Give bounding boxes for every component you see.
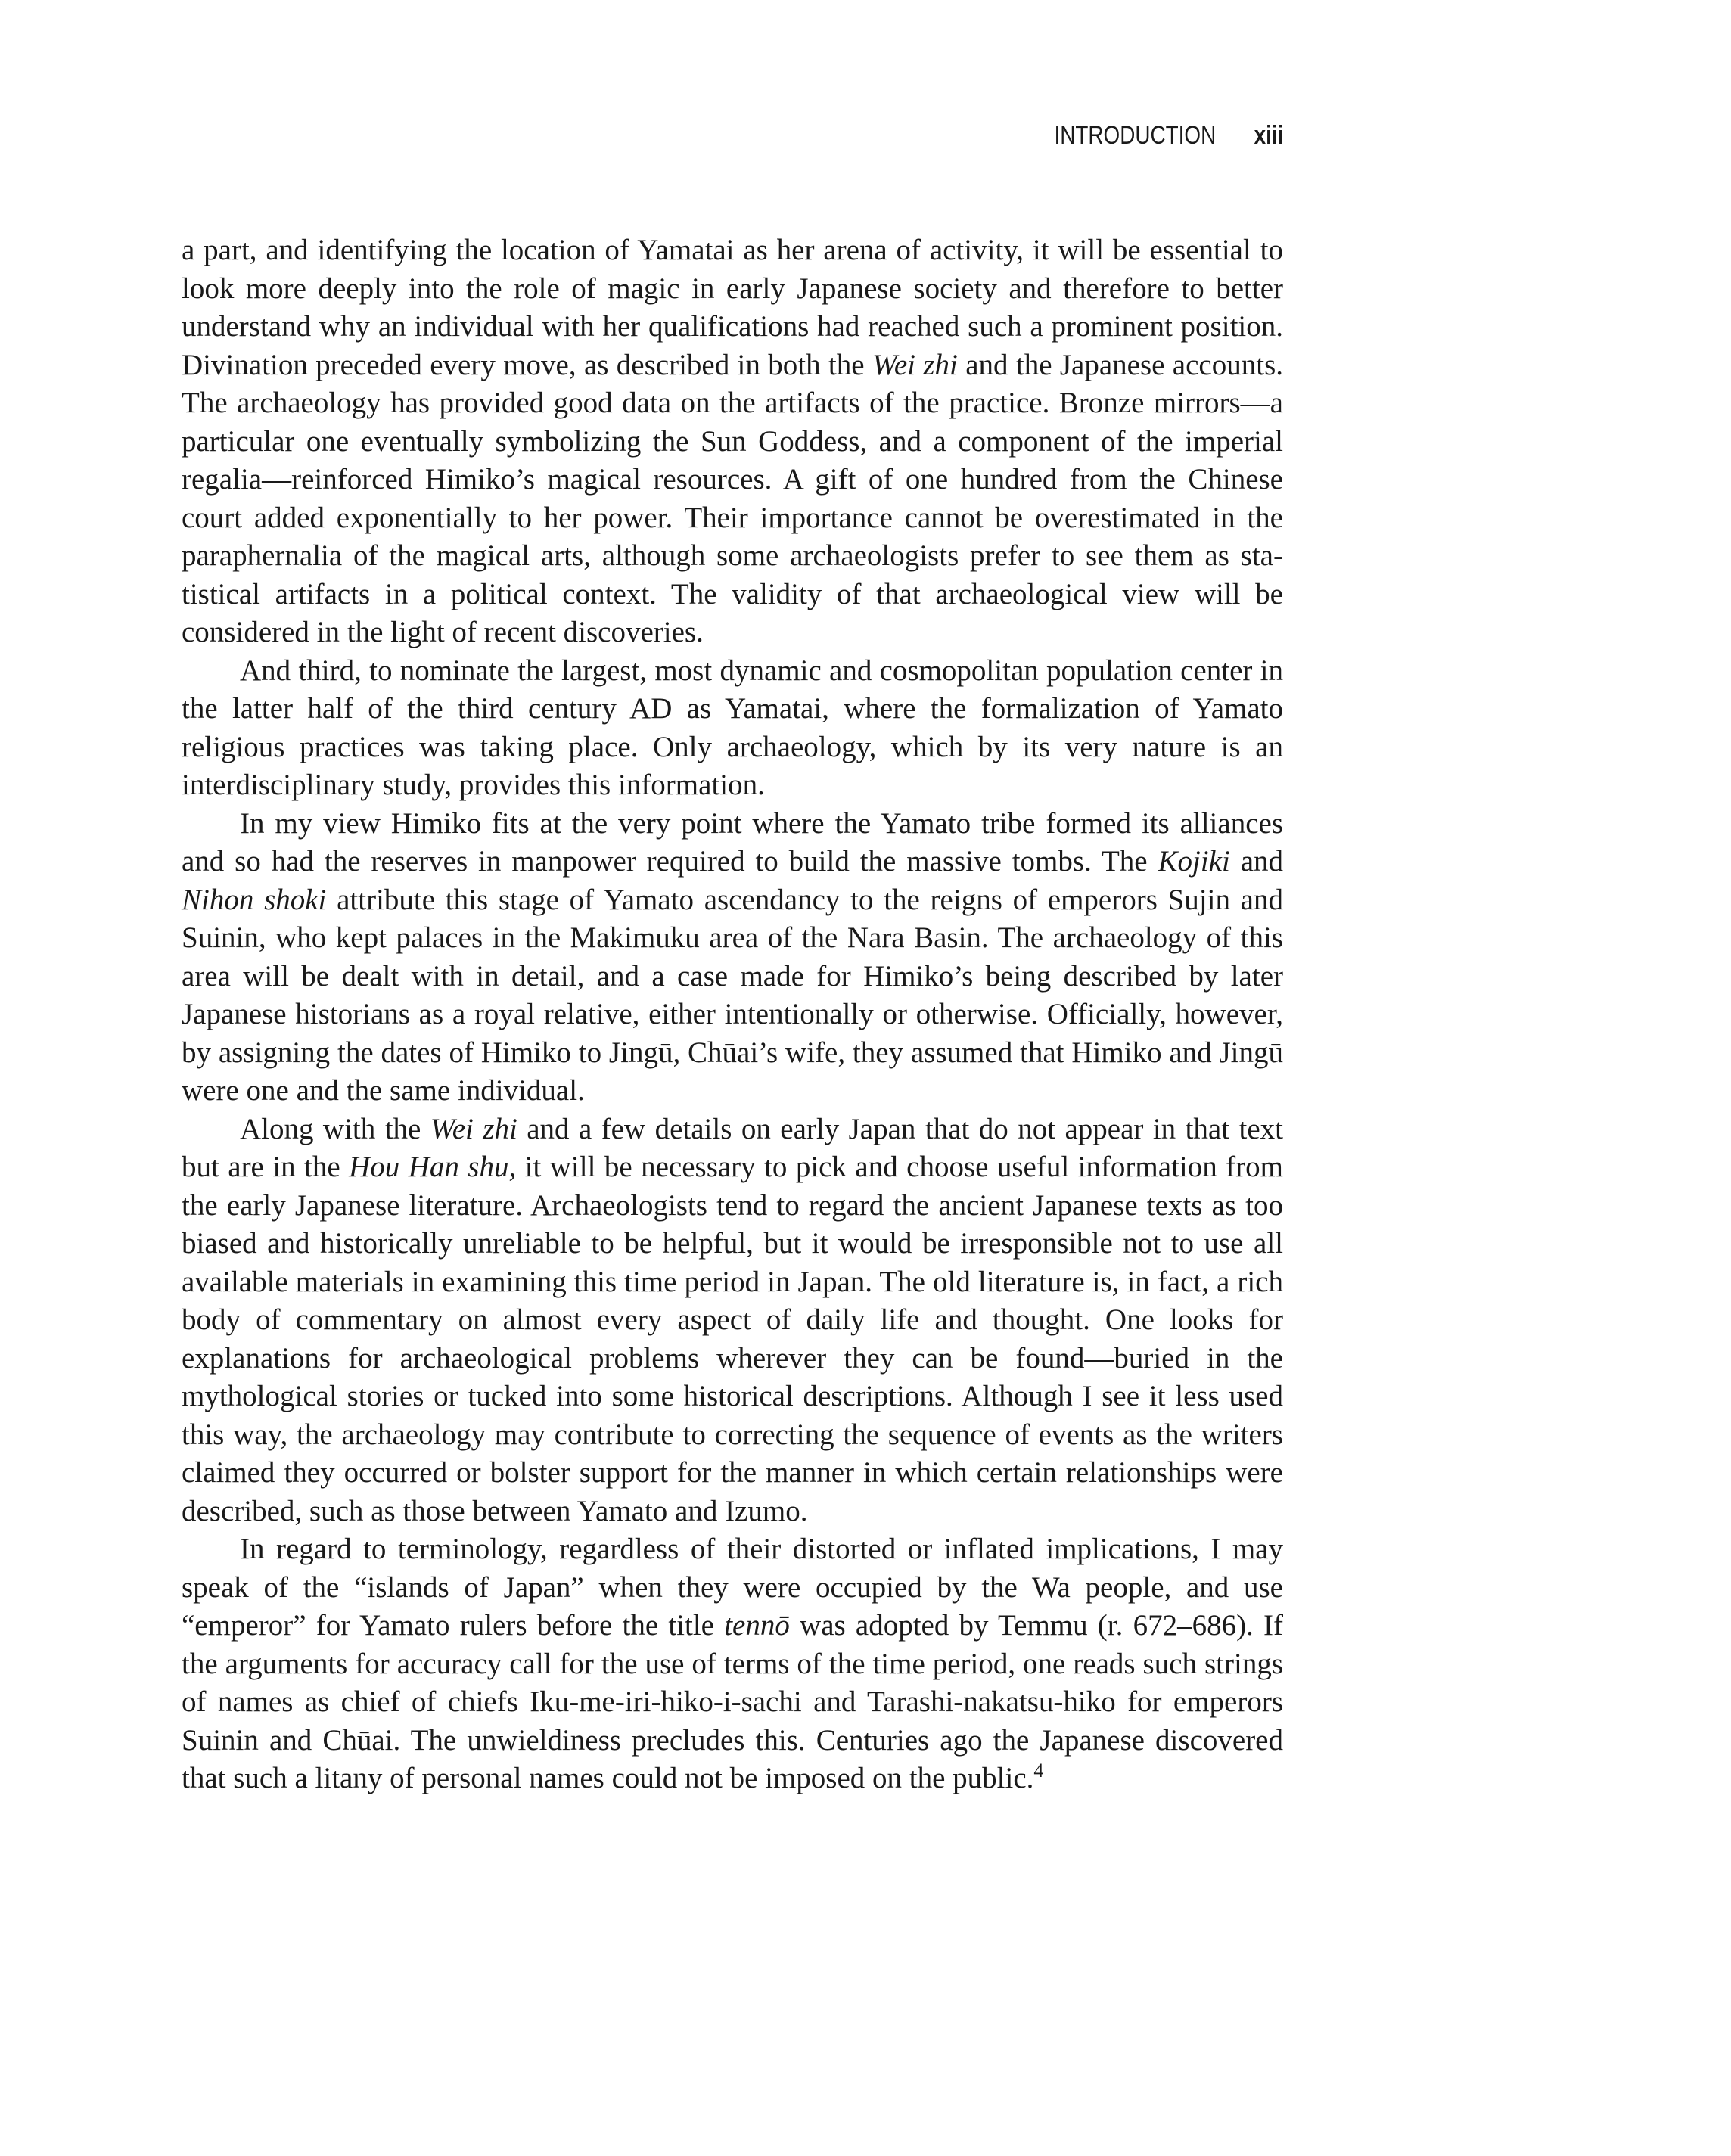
paragraph-5: [182, 1530, 1283, 1798]
page-number: xiii: [1254, 121, 1283, 150]
text-run: attribute this stage of Yamato ascendancy to the reigns of emperors Sujin and Suinin, who kept palaces in the Makimuku area of the Nara Basin. The archaeology of this area will be dealt with in detail, and a case made for Himiko’s being described by later Japanese historians as a royal relative, either intentionally or otherwise. Officially, however, by assigning the dates of Himiko to Jingū, Chūai’s wife, they assumed that Himiko and Jingū were one and the same individual.: [182, 883, 1283, 1107]
text-run: and a few details on early Japan that do not appear in that text but are in the: [182, 1112, 1283, 1183]
text-run: and: [1229, 845, 1284, 878]
text-run: was adopted by Temmu (r. 672–686). If the arguments for accuracy call for the use of terms of the time period, one reads such strings of names as chief of chiefs Iku-me-iri-hiko-i-sachi and Tarashi-nakatsu-hiko for emperors Suinin and Chūai. The unwieldiness precludes this. Centuries ago the Japanese discovered that such a litany of personal names could not be imposed on the public.: [182, 1609, 1283, 1794]
text-run: and the Japanese accounts. The archaeology has provided good data on the artifacts of the practice. Bronze mirrors—a particular one eventually symbolizing the Sun Goddess, and a component of the imperial regalia—reinforced Himiko’s magical resources. A gift of one hundred from the Chinese court added exponentially to her power. Their importance cannot be overestimated in the paraphernalia of the magical arts, although some archaeologists prefer to see them as statistical artifacts in a political context. The validity of that archaeological view will be considered in the light of recent discoveries.: [182, 348, 1283, 648]
italic-title: Nihon shoki: [182, 883, 327, 916]
paragraph-3: [182, 805, 1283, 1111]
section-title: INTRODUCTION: [1054, 121, 1216, 150]
text-run: In my view Himiko fits at the very point where the Yamato tribe formed its alliances and so had the reserves in manpower required to build the massive tombs. The: [182, 806, 1283, 878]
running-head: [1054, 121, 1283, 151]
text-run: And third, to nominate the largest, most dynamic and cosmopolitan population center in the latter half of the third century AD as Yamatai, where the formalization of Yamato religious practices was taking place. Only archaeology, which by its very nature is an interdisciplinary study, provides this information.: [182, 654, 1283, 801]
paragraph-4: [182, 1111, 1283, 1531]
text-run: it will be necessary to pick and choose useful information from the early Japanese literature. Archaeologists tend to regard the ancient Japanese texts as too biased and historically unreliable to be helpful, but it would be irresponsible not to use all available materials in examining this time period in Japan. The old literature is, in fact, a rich body of commentary on almost every aspect of daily life and thought. One looks for explanations for archaeological problems wherever they can be found—buried in the mythological stories or tucked into some historical descriptions. Although I see it less used this way, the archaeology may contribute to correcting the sequence of events as the writers claimed they occurred or bolster support for the manner in which certain relationships were described, such as those between Yamato and Izumo.: [182, 1151, 1283, 1527]
italic-title: Hou Han shu,: [349, 1151, 517, 1183]
text-run: Along with the: [240, 1112, 430, 1145]
italic-title: Wei zhi: [430, 1112, 517, 1145]
text-run: a part, and identifying the location of Yamatai as her arena of activity, it will be essential to look more deeply into the role of magic in early Japanese society and therefore to better understand why an individual with her qualifications had reached such a prominent position. Divination preceded every move, as described in both the: [182, 234, 1283, 381]
text-run: In regard to terminology, regardless of their distorted or inflated implications, I may speak of the “islands of Japan” when they were occupied by the Wa people, and use “emperor” for Yamato rulers before the title: [182, 1533, 1283, 1642]
paragraph-2: [182, 652, 1283, 805]
italic-title: Wei zhi: [872, 348, 958, 381]
footnote-ref: 4: [1033, 1760, 1044, 1782]
italic-title: tennō: [724, 1609, 790, 1642]
paragraph-1: [182, 231, 1283, 652]
body-text: [182, 231, 1283, 1798]
italic-title: Kojiki: [1158, 845, 1230, 878]
